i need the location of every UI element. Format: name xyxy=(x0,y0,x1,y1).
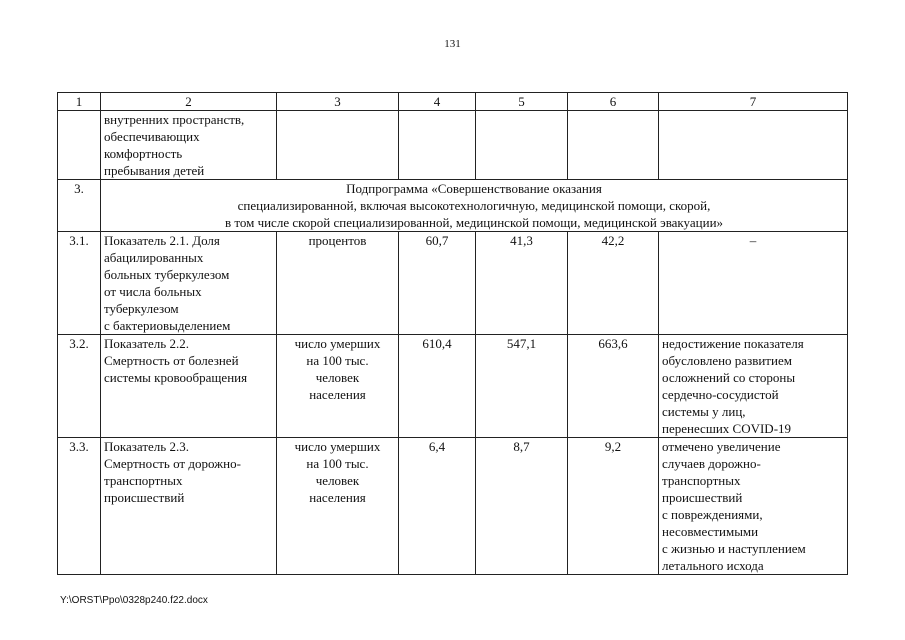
header-row xyxy=(58,93,848,111)
header-cell: 4 xyxy=(399,93,476,111)
subprogram-number: 3. xyxy=(58,180,101,232)
value-cell: 60,7 xyxy=(399,232,476,335)
note-cell: отмечено увеличение случаев дорожно- транспортных происшествий с повреждениями, несовместимыми с жизнью и наступлением летального исхода xyxy=(659,438,848,575)
row-number-cell: 3.1. xyxy=(58,232,101,335)
table-row xyxy=(58,232,848,335)
indicator-cell: внутренних пространств, обеспечивающих комфортность пребывания детей xyxy=(101,111,277,180)
indicator-cell: Показатель 2.3. Смертность от дорожно- транспортных происшествий xyxy=(101,438,277,575)
note-cell: недостижение показателя обусловлено развитием осложнений со стороны сердечно-сосудистой системы у лиц, перенесших COVID-19 xyxy=(659,335,848,438)
unit-cell: число умерших на 100 тыс. человек населения xyxy=(277,335,399,438)
unit-cell xyxy=(277,111,399,180)
value-cell: 663,6 xyxy=(568,335,659,438)
value-cell: 9,2 xyxy=(568,438,659,575)
file-path-footer: Y:\ORST\Ppo\0328p240.f22.docx xyxy=(60,595,208,606)
value-cell: 610,4 xyxy=(399,335,476,438)
table-row xyxy=(58,335,848,438)
row-number-cell: 3.3. xyxy=(58,438,101,575)
indicators-table xyxy=(57,92,848,575)
value-cell: 8,7 xyxy=(476,438,568,575)
subprogram-row xyxy=(58,180,848,232)
header-cell: 2 xyxy=(101,93,277,111)
value-cell xyxy=(399,111,476,180)
row-number-cell xyxy=(58,111,101,180)
header-cell: 6 xyxy=(568,93,659,111)
value-cell: 41,3 xyxy=(476,232,568,335)
header-cell: 3 xyxy=(277,93,399,111)
note-cell xyxy=(659,111,848,180)
header-cell: 1 xyxy=(58,93,101,111)
value-cell: 6,4 xyxy=(399,438,476,575)
indicator-cell: Показатель 2.1. Доля абацилированных больных туберкулезом от числа больных туберкулезом с бактериовыделением xyxy=(101,232,277,335)
page-number: 131 xyxy=(444,38,461,50)
header-cell: 5 xyxy=(476,93,568,111)
table-row-continuation xyxy=(58,111,848,180)
value-cell xyxy=(476,111,568,180)
table-row xyxy=(58,438,848,575)
unit-cell: процентов xyxy=(277,232,399,335)
value-cell: 547,1 xyxy=(476,335,568,438)
value-cell: 42,2 xyxy=(568,232,659,335)
indicator-cell: Показатель 2.2. Смертность от болезней системы кровообращения xyxy=(101,335,277,438)
header-cell: 7 xyxy=(659,93,848,111)
subprogram-title: Подпрограмма «Совершенствование оказания специализированной, включая высокотехнологичную, медицинской помощи, скорой, в том числе скорой специализированной, медицинской помощи, медицинской эвакуации» xyxy=(101,180,848,232)
value-cell xyxy=(568,111,659,180)
row-number-cell: 3.2. xyxy=(58,335,101,438)
note-cell: – xyxy=(659,232,848,335)
unit-cell: число умерших на 100 тыс. человек населения xyxy=(277,438,399,575)
